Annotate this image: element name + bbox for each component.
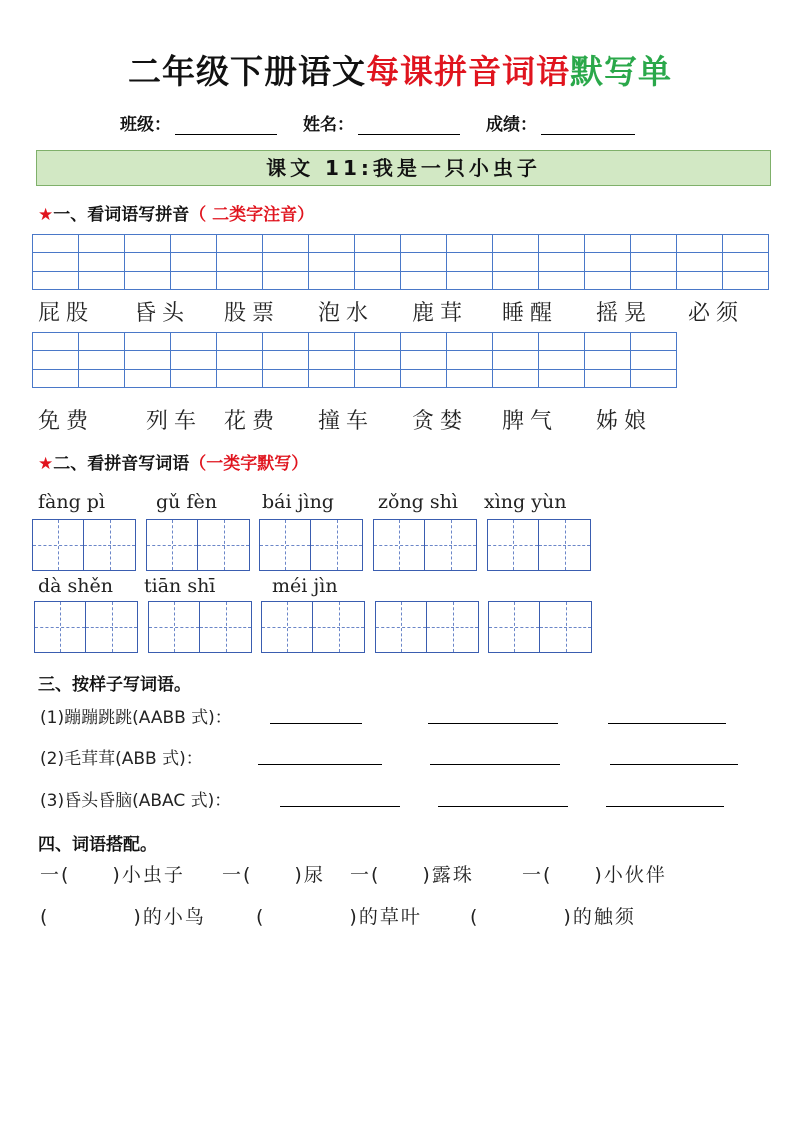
tianzige-box[interactable] — [146, 519, 250, 571]
word: 必须 — [688, 301, 745, 326]
pinyin-grid-cell[interactable] — [79, 370, 125, 388]
pinyin-grid-cell[interactable] — [401, 253, 447, 271]
pinyin-grid-cell[interactable] — [309, 272, 355, 290]
tianzige-box[interactable] — [34, 601, 138, 653]
pinyin-grid-cell[interactable] — [493, 370, 539, 388]
word: 昏头 — [134, 301, 191, 326]
answer-blank[interactable] — [608, 722, 726, 724]
pinyin-grid-cell[interactable] — [33, 351, 79, 369]
pinyin-grid-cell[interactable] — [79, 351, 125, 369]
score-label: 成绩： — [486, 115, 537, 135]
word: 屁股 — [38, 301, 95, 326]
pinyin-grid-cell[interactable] — [355, 272, 401, 290]
pinyin-grid-cell[interactable] — [263, 351, 309, 369]
pinyin-grid-cell[interactable] — [355, 370, 401, 388]
star-icon: ★ — [38, 454, 54, 474]
pinyin-grid-cell[interactable] — [447, 253, 493, 271]
pinyin-grid-row1[interactable] — [32, 234, 769, 290]
tianzige-box[interactable] — [148, 601, 252, 653]
answer-blank[interactable] — [438, 805, 568, 807]
answer-blank[interactable] — [606, 805, 724, 807]
pinyin-grid-cell[interactable] — [585, 272, 631, 290]
pinyin-grid-cell[interactable] — [263, 235, 309, 253]
pinyin-grid-cell[interactable] — [309, 351, 355, 369]
collocation-item[interactable]: 一( )尿 — [222, 864, 325, 886]
pinyin-grid-row2[interactable] — [32, 332, 677, 388]
pinyin-label: xìng yùn — [484, 491, 567, 513]
pinyin-grid-cell[interactable] — [493, 351, 539, 369]
pinyin-grid-cell[interactable] — [447, 333, 493, 351]
title-part3: 默写单 — [570, 52, 672, 91]
pinyin-grid-cell[interactable] — [401, 235, 447, 253]
answer-blank[interactable] — [280, 805, 400, 807]
pinyin-grid-cell[interactable] — [539, 272, 585, 290]
pinyin-label: fàng pì — [38, 491, 106, 513]
pinyin-grid-cell[interactable] — [447, 235, 493, 253]
pinyin-grid-cell[interactable] — [723, 272, 769, 290]
title-part2: 每课拼音词语 — [366, 52, 570, 91]
word: 撞车 — [318, 409, 375, 434]
collocation-item[interactable]: 一( )小伙伴 — [522, 864, 667, 886]
pinyin-grid-cell[interactable] — [171, 333, 217, 351]
word: 免费 — [38, 409, 95, 434]
pinyin-grid-cell[interactable] — [539, 253, 585, 271]
word: 列车 — [146, 409, 203, 434]
pinyin-grid-cell[interactable] — [585, 235, 631, 253]
class-label: 班级： — [120, 115, 171, 135]
pinyin-grid-cell[interactable] — [539, 235, 585, 253]
pinyin-grid-cell[interactable] — [401, 351, 447, 369]
answer-blank[interactable] — [430, 763, 560, 765]
word: 花费 — [224, 409, 281, 434]
pinyin-label: bái jìng — [262, 491, 334, 513]
pinyin-grid-cell[interactable] — [539, 333, 585, 351]
section4-heading: 四、词语搭配。 — [38, 835, 157, 855]
tianzige-box[interactable] — [373, 519, 477, 571]
pinyin-grid-cell[interactable] — [631, 253, 677, 271]
section3-heading: 三、按样子写词语。 — [38, 675, 191, 695]
section1-title: 一、看词语写拼音 — [53, 205, 190, 225]
pinyin-label: tiān shī — [144, 575, 216, 597]
word: 股票 — [224, 301, 281, 326]
collocation-item[interactable]: ( )的草叶 — [256, 906, 422, 928]
pinyin-grid-cell[interactable] — [585, 253, 631, 271]
pinyin-grid-cell[interactable] — [493, 253, 539, 271]
pinyin-grid-cell[interactable] — [125, 272, 171, 290]
name-field[interactable] — [358, 114, 460, 135]
collocation-item[interactable]: ( )的触须 — [470, 906, 636, 928]
pinyin-grid-cell[interactable] — [33, 253, 79, 271]
student-info — [120, 110, 661, 135]
pinyin-grid-cell[interactable] — [79, 235, 125, 253]
pinyin-grid-cell[interactable] — [677, 253, 723, 271]
answer-blank[interactable] — [258, 763, 382, 765]
section2-heading — [38, 449, 308, 474]
pinyin-grid-cell[interactable] — [631, 370, 677, 388]
pinyin-grid-cell[interactable] — [723, 235, 769, 253]
word: 姊娘 — [596, 409, 653, 434]
word: 脾气 — [502, 409, 559, 434]
pinyin-label: zǒng shì — [378, 491, 458, 513]
pinyin-grid-cell[interactable] — [217, 333, 263, 351]
section2-title: 二、看拼音写词语 — [53, 454, 190, 474]
pinyin-grid-cell[interactable] — [631, 351, 677, 369]
word: 泡水 — [318, 301, 375, 326]
pinyin-grid-cell[interactable] — [33, 272, 79, 290]
pinyin-grid-cell[interactable] — [79, 333, 125, 351]
section1-heading — [38, 200, 314, 225]
pinyin-grid-cell[interactable] — [677, 272, 723, 290]
word: 贪婪 — [412, 409, 469, 434]
collocation-item[interactable]: ( )的小鸟 — [40, 906, 206, 928]
score-field[interactable] — [541, 114, 635, 135]
pinyin-grid-cell[interactable] — [33, 370, 79, 388]
pinyin-grid-cell[interactable] — [33, 333, 79, 351]
pinyin-grid-cell[interactable] — [493, 272, 539, 290]
pinyin-grid-cell[interactable] — [631, 235, 677, 253]
class-field[interactable] — [175, 114, 277, 135]
pinyin-grid-cell[interactable] — [355, 333, 401, 351]
word: 摇晃 — [596, 301, 653, 326]
collocation-item[interactable]: 一( )小虫子 — [40, 864, 185, 886]
pinyin-grid-cell[interactable] — [125, 333, 171, 351]
pinyin-grid-cell[interactable] — [79, 253, 125, 271]
pinyin-grid-cell[interactable] — [79, 272, 125, 290]
tianzige-box[interactable] — [375, 601, 479, 653]
pattern-abac-label: (3)昏头昏脑(ABAC 式)： — [40, 791, 232, 811]
pinyin-grid-cell[interactable] — [171, 235, 217, 253]
pinyin-grid-cell[interactable] — [631, 272, 677, 290]
tianzige-box[interactable] — [488, 601, 592, 653]
collocation-item[interactable]: 一( )露珠 — [350, 864, 474, 886]
pinyin-grid-cell[interactable] — [309, 333, 355, 351]
pinyin-grid-cell[interactable] — [263, 272, 309, 290]
pinyin-label: méi jìn — [272, 575, 338, 597]
answer-blank[interactable] — [610, 763, 738, 765]
pinyin-grid-cell[interactable] — [125, 235, 171, 253]
pattern-abb-label: (2)毛茸茸(ABB 式)： — [40, 749, 203, 769]
pinyin-grid-cell[interactable] — [217, 253, 263, 271]
pinyin-grid-cell[interactable] — [263, 370, 309, 388]
section1-note: （ 二类字注音） — [189, 205, 315, 225]
tianzige-box[interactable] — [32, 519, 136, 571]
answer-blank[interactable] — [270, 722, 362, 724]
pinyin-grid-cell[interactable] — [677, 235, 723, 253]
pinyin-grid-cell[interactable] — [309, 370, 355, 388]
pinyin-grid-cell[interactable] — [217, 351, 263, 369]
pinyin-grid-cell[interactable] — [631, 333, 677, 351]
pinyin-grid-cell[interactable] — [401, 272, 447, 290]
word: 鹿茸 — [412, 301, 469, 326]
pinyin-grid-cell[interactable] — [355, 235, 401, 253]
star-icon: ★ — [38, 205, 54, 225]
pinyin-grid-cell[interactable] — [355, 351, 401, 369]
pinyin-grid-cell[interactable] — [171, 253, 217, 271]
pinyin-grid-cell[interactable] — [125, 351, 171, 369]
pinyin-label: gǔ fèn — [156, 491, 217, 513]
word: 睡醒 — [502, 301, 559, 326]
pinyin-grid-cell[interactable] — [539, 351, 585, 369]
pinyin-grid-cell[interactable] — [585, 333, 631, 351]
tianzige-box[interactable] — [487, 519, 591, 571]
tianzige-box[interactable] — [261, 601, 365, 653]
pinyin-grid-cell[interactable] — [447, 351, 493, 369]
pinyin-grid-cell[interactable] — [309, 235, 355, 253]
pinyin-grid-cell[interactable] — [263, 333, 309, 351]
section2-note: （一类字默写） — [189, 454, 309, 474]
pinyin-grid-cell[interactable] — [585, 351, 631, 369]
pinyin-grid-cell[interactable] — [539, 370, 585, 388]
lesson-banner: 课文 11:我是一只小虫子 — [36, 150, 771, 186]
pinyin-grid-cell[interactable] — [125, 370, 171, 388]
pinyin-grid-cell[interactable] — [585, 370, 631, 388]
pinyin-grid-cell[interactable] — [723, 253, 769, 271]
pinyin-grid-cell[interactable] — [171, 272, 217, 290]
page-title — [0, 46, 800, 93]
pinyin-grid-cell[interactable] — [263, 253, 309, 271]
pinyin-grid-cell[interactable] — [355, 253, 401, 271]
pinyin-grid-cell[interactable] — [171, 351, 217, 369]
pinyin-grid-cell[interactable] — [217, 272, 263, 290]
tianzige-box[interactable] — [259, 519, 363, 571]
pinyin-grid-cell[interactable] — [33, 235, 79, 253]
pinyin-grid-cell[interactable] — [401, 333, 447, 351]
answer-blank[interactable] — [428, 722, 558, 724]
pinyin-grid-cell[interactable] — [125, 253, 171, 271]
pattern-aabb-label: (1)蹦蹦跳跳(AABB 式)： — [40, 708, 232, 728]
pinyin-grid-cell[interactable] — [401, 370, 447, 388]
pinyin-grid-cell[interactable] — [447, 272, 493, 290]
pinyin-grid-cell[interactable] — [217, 370, 263, 388]
pinyin-grid-cell[interactable] — [309, 253, 355, 271]
pinyin-grid-cell[interactable] — [493, 235, 539, 253]
pinyin-grid-cell[interactable] — [171, 370, 217, 388]
pinyin-grid-cell[interactable] — [447, 370, 493, 388]
name-label: 姓名： — [303, 115, 354, 135]
title-part1: 二年级下册语文 — [128, 52, 366, 91]
pinyin-grid-cell[interactable] — [217, 235, 263, 253]
pinyin-grid-cell[interactable] — [493, 333, 539, 351]
pinyin-label: dà shěn — [38, 575, 113, 597]
